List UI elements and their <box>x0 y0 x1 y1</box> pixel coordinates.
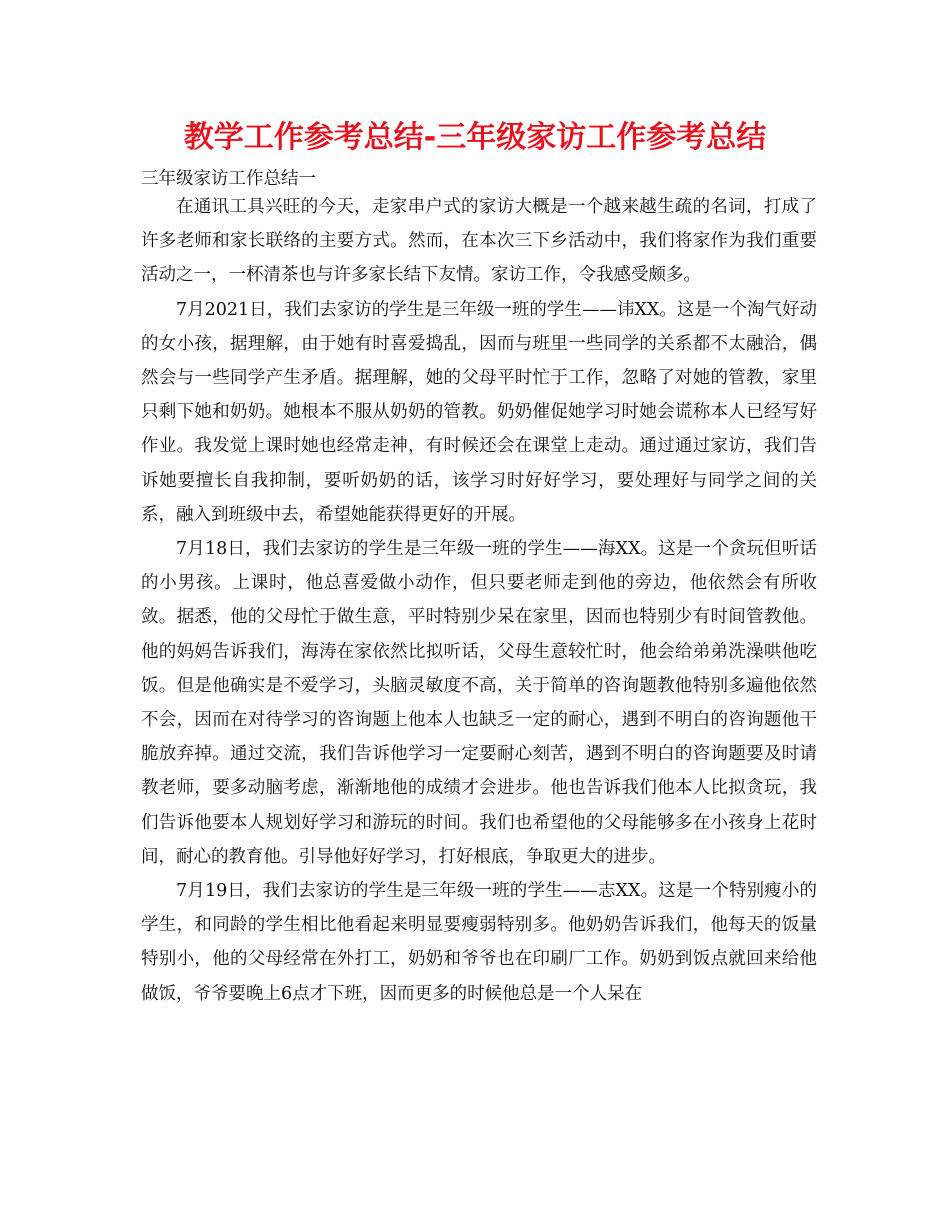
document-body <box>141 168 817 1011</box>
document-title: 教学工作参考总结-三年级家访工作参考总结 <box>183 120 767 155</box>
paragraph-visit-3: 7月19日，我们去家访的学生是三年级一班的学生——志XX。这是一个特别瘦小的学生，和同龄的学生相比他看起来明显要瘦弱特别多。他奶奶告诉我们，他每天的饭量特别小，他的父母经常在外打工，奶奶和爷爷也在印刷厂工作。奶奶到饭点就回来给他做饭，爷爷要晚上6点才下班，因而更多的时候他总是一个人呆在 <box>141 881 817 1004</box>
paragraph-visit-1: 7月2021日，我们去家访的学生是三年级一班的学生——讳XX。这是一个淘气好动的女小孩，据理解，由于她有时喜爱捣乱，因而与班里一些同学的关系都不太融洽，偶然会与一些同学产生矛盾。据理解，她的父母平时忙于工作，忽略了对她的管教，家里只剩下她和奶奶。她根本不服从奶奶的管教。奶奶催促她学习时她会谎称本人已经写好作业。我发觉上课时她也经常走神，有时候还会在课堂上走动。通过通过家访，我们告诉她要擅长自我抑制，要听奶奶的话，该学习时好好学习，要处理好与同学之间的关系，融入到班级中去，希望她能获得更好的开展。 <box>141 299 817 525</box>
paragraph-intro: 在通讯工具兴旺的今天，走家串户式的家访大概是一个越来越生疏的名词，打成了许多老师和家长联络的主要方式。然而，在本次三下乡活动中，我们将家作为我们重要活动之一，一杯清茶也与许多家长结下友情。家访工作，令我感受颇多。 <box>141 197 817 286</box>
section-subtitle: 三年级家访工作总结一 <box>141 169 316 189</box>
paragraph-visit-2: 7月18日，我们去家访的学生是三年级一班的学生——海XX。这是一个贪玩但听话的小男孩。上课时，他总喜爱做小动作，但只要老师走到他的旁边，他依然会有所收敛。据悉，他的父母忙于做生意，平时特别少呆在家里，因而也特别少有时间管教他。他的妈妈告诉我们，海涛在家依然比拟听话，父母生意较忙时，他会给弟弟洗澡哄他吃饭。但是他确实是不爱学习，头脑灵敏度不高，关于简单的咨询题教他特别多遍他依然不会，因而在对待学习的咨询题上他本人也缺乏一定的耐心，遇到不明白的咨询题他干脆放弃掉。通过交流，我们告诉他学习一定要耐心刻苦，遇到不明白的咨询题要及时请教老师，要多动脑考虑，渐渐地他的成绩才会进步。他也告诉我们他本人比拟贪玩，我们告诉他要本人规划好学习和游玩的时间。我们也希望他的父母能够多在小孩身上花时间，耐心的教育他。引导他好好学习，打好根底，争取更大的进步。 <box>141 539 817 867</box>
